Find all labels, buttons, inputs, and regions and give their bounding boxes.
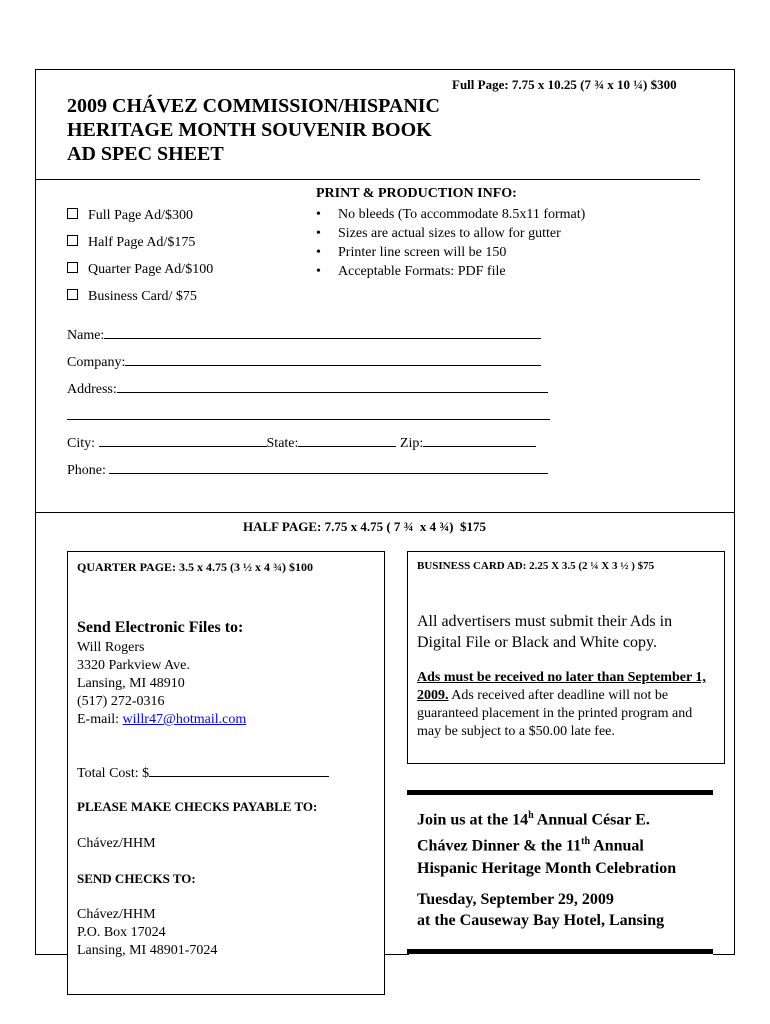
title-rule	[35, 179, 700, 180]
business-card-spec: BUSINESS CARD AD: 2.25 X 3.5 (2 ¼ X 3 ½ ) $75	[417, 560, 655, 572]
checkbox-icon[interactable]	[67, 262, 78, 273]
address-input-line[interactable]	[117, 380, 548, 393]
frame-bottom-edge	[35, 954, 67, 955]
checks-payable-heading: PLEASE MAKE CHECKS PAYABLE TO:	[77, 799, 318, 814]
frame-bottom-edge	[713, 954, 735, 955]
phone-input-line[interactable]	[109, 461, 548, 474]
name-field[interactable]: Name:	[67, 326, 541, 344]
deadline-rest: Ads received after deadline will not be guaranteed placement in the printed program and may be subject to a $50.00 late fee.	[417, 688, 693, 739]
phone-field[interactable]: Phone:	[67, 461, 548, 479]
list-item: • Printer line screen will be 150	[316, 245, 507, 260]
print-info-heading: PRINT & PRODUCTION INFO:	[316, 186, 517, 201]
address-line-2-field[interactable]	[67, 407, 550, 425]
intro-line: Digital File or Black and White copy.	[417, 634, 657, 651]
contact-block	[77, 639, 246, 729]
contact-street: 3320 Parkview Ave.	[77, 658, 190, 673]
address-line: Lansing, MI 48901-7024	[77, 943, 218, 958]
print-info-list	[316, 205, 585, 281]
address-line: P.O. Box 17024	[77, 925, 166, 940]
city-input-line[interactable]	[99, 434, 267, 447]
zip-input-line[interactable]	[423, 434, 536, 447]
option-quarter-page[interactable]: Quarter Page Ad/$100	[67, 262, 213, 278]
payee: Chávez/HHM	[77, 836, 156, 851]
checkbox-icon[interactable]	[67, 289, 78, 300]
company-field[interactable]: Company:	[67, 353, 541, 371]
email-link[interactable]: willr47@hotmail.com	[122, 712, 247, 727]
list-item: • Acceptable Formats: PDF file	[316, 264, 506, 279]
event-line: Join us at the 14$^h$ Annual César E.	[417, 810, 650, 829]
full-page-spec: Full Page: 7.75 x 10.25 (7 ¾ x 10 ¼) $300	[452, 77, 677, 92]
address-line: Chávez/HHM	[77, 907, 156, 922]
contact-name: Will Rogers	[77, 640, 145, 655]
checkbox-icon[interactable]	[67, 208, 78, 219]
title-line: AD SPEC SHEET	[67, 143, 224, 165]
list-item: • Sizes are actual sizes to allow for gutter	[316, 226, 561, 241]
deadline-notice	[417, 669, 719, 741]
event-venue: at the Causeway Bay Hotel, Lansing	[417, 912, 665, 929]
address-field[interactable]: Address:	[67, 380, 548, 398]
intro-line: All advertisers must submit their Ads in	[417, 613, 673, 630]
state-input-line[interactable]	[298, 434, 396, 447]
submission-intro	[417, 611, 672, 653]
address-input-line-2[interactable]	[67, 407, 550, 420]
title-line: HERITAGE MONTH SOUVENIR BOOK	[67, 119, 432, 141]
deadline-bold: Ads must be received no later than September 1, 2009.	[417, 670, 706, 703]
page-title	[67, 94, 440, 166]
bullet-icon: •	[316, 245, 321, 260]
company-input-line[interactable]	[125, 353, 541, 366]
name-input-line[interactable]	[104, 326, 541, 339]
event-announcement	[417, 805, 676, 880]
contact-city: Lansing, MI 48910	[77, 676, 185, 691]
event-date: Tuesday, September 29, 2009	[417, 891, 614, 908]
send-checks-heading: SEND CHECKS TO:	[77, 871, 196, 886]
checkbox-icon[interactable]	[67, 235, 78, 246]
contact-email: E-mail: willr47@hotmail.com	[77, 712, 247, 727]
bullet-icon: •	[316, 207, 321, 222]
event-line: Hispanic Heritage Month Celebration	[417, 859, 677, 877]
total-cost-input-line[interactable]	[149, 764, 329, 777]
send-files-heading: Send Electronic Files to:	[77, 619, 244, 636]
event-details	[417, 889, 664, 931]
bullet-icon: •	[316, 226, 321, 241]
half-page-spec: HALF PAGE: 7.75 x 4.75 ( 7 ¾ x 4 ¾) $175	[243, 519, 487, 534]
frame-right-edge	[734, 512, 735, 955]
quarter-page-spec: QUARTER PAGE: 3.5 x 4.75 (3 ½ x 4 ¾) $100	[77, 560, 314, 574]
city-state-zip-row[interactable]: City: State: Zip:	[67, 434, 536, 452]
title-line: 2009 CHÁVEZ COMMISSION/HISPANIC	[67, 95, 440, 117]
option-full-page[interactable]: Full Page Ad/$300	[67, 208, 193, 224]
mailing-address	[77, 906, 217, 960]
total-cost-field[interactable]: Total Cost: $	[77, 764, 329, 782]
frame-left-edge	[35, 512, 36, 955]
option-half-page[interactable]: Half Page Ad/$175	[67, 235, 195, 251]
event-line: Chávez Dinner & the 11th Annual	[417, 836, 644, 855]
frame-bottom-edge	[385, 954, 409, 955]
section-divider	[35, 512, 735, 513]
bullet-icon: •	[316, 264, 321, 279]
list-item: • No bleeds (To accommodate 8.5x11 format)	[316, 207, 586, 222]
option-business-card[interactable]: Business Card/ $75	[67, 289, 197, 305]
contact-phone: (517) 272-0316	[77, 694, 165, 709]
